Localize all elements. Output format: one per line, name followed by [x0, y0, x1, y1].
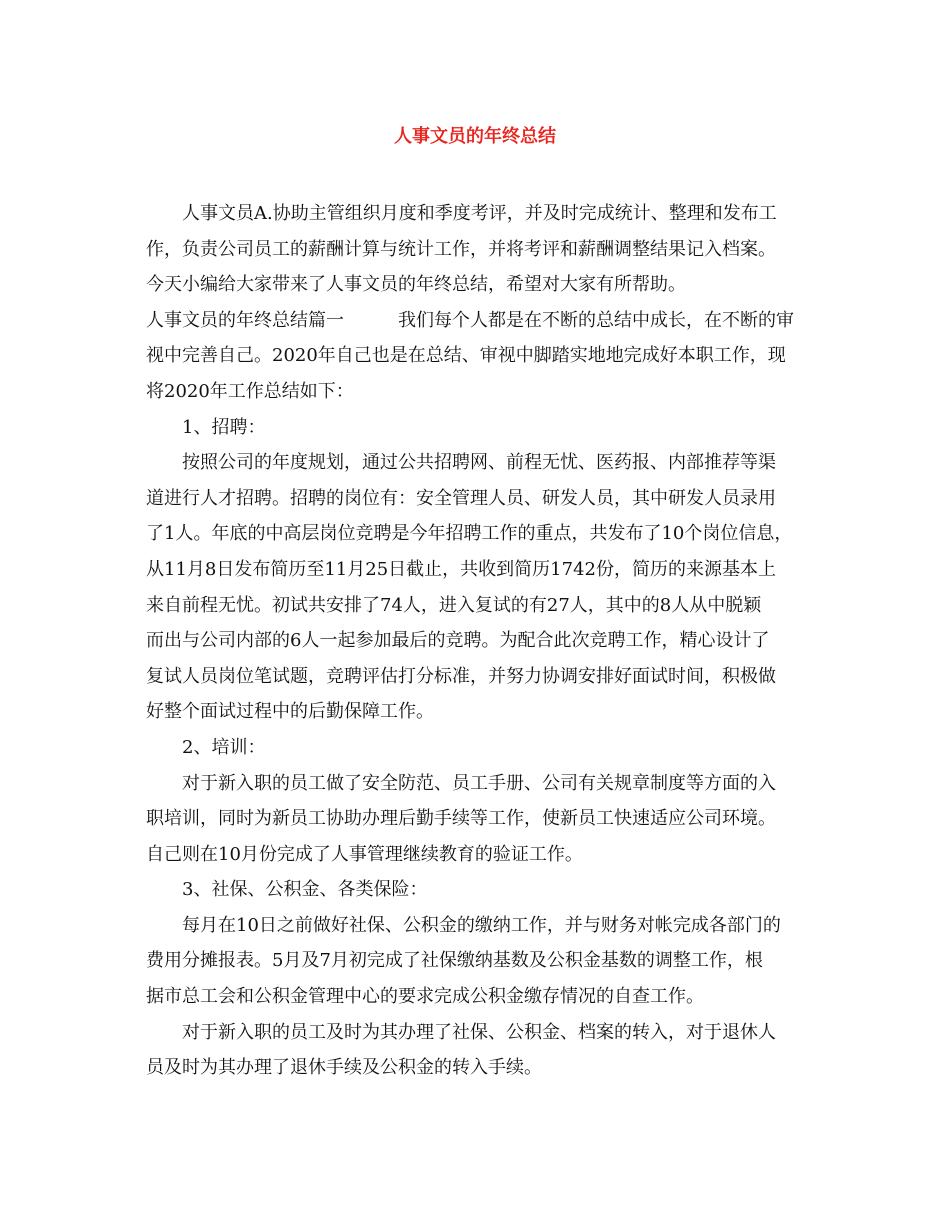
document-title: 人事文员的年终总结 — [394, 126, 556, 147]
body-line: 道进行人才招聘。招聘的岗位有：安全管理人员、研发人员，其中研发人员录用 — [146, 487, 776, 509]
body-line: 3、社保、公积金、各类保险： — [182, 879, 428, 901]
body-line: 今天小编给大家带来了人事文员的年终总结，希望对大家有所帮助。 — [146, 274, 686, 296]
body-line: 1、招聘： — [182, 416, 266, 438]
body-line: 对于新入职的员工做了安全防范、员工手册、公司有关规章制度等方面的入 — [182, 772, 776, 794]
body-line: 而出与公司内部的6人一起参加最后的竞聘。为配合此次竞聘工作，精心设计了 — [146, 630, 770, 652]
body-line: 对于新入职的员工及时为其办理了社保、公积金、档案的转入，对于退休人 — [182, 1021, 776, 1043]
body-line: 据市总工会和公积金管理中心的要求完成公积金缴存情况的自查工作。 — [146, 986, 704, 1008]
body-line: 从11月8日发布简历至11月25日截止，共收到简历1742份，简历的来源基本上 — [146, 558, 776, 580]
body-line: 员及时为其办理了退休手续及公积金的转入手续。 — [146, 1057, 542, 1079]
body-line: 作，负责公司员工的薪酬计算与统计工作，并将考评和薪酬调整结果记入档案。 — [146, 238, 776, 260]
document-body — [146, 196, 810, 1086]
body-line: 人事文员的年终总结篇一 我们每个人都是在不断的总结中成长，在不断的审 — [146, 309, 794, 331]
body-line: 了1人。年底的中高层岗位竞聘是今年招聘工作的重点，共发布了10个岗位信息， — [146, 523, 793, 545]
body-line: 好整个面试过程中的后勤保障工作。 — [146, 701, 434, 723]
body-line: 费用分摊报表。5月及7月初完成了社保缴纳基数及公积金基数的调整工作，根 — [146, 950, 763, 972]
body-line: 按照公司的年度规划，通过公共招聘网、前程无忧、医药报、内部推荐等渠 — [182, 452, 776, 474]
body-line: 自己则在10月份完成了人事管理继续教育的验证工作。 — [146, 843, 583, 865]
body-line: 人事文员A.协助主管组织月度和季度考评，并及时完成统计、整理和发布工 — [182, 203, 777, 224]
body-line: 将2020年工作总结如下： — [146, 380, 354, 402]
body-line: 复试人员岗位笔试题，竞聘评估打分标准，并努力协调安排好面试时间，积极做 — [146, 665, 776, 687]
body-line: 2、培训： — [182, 736, 266, 758]
body-line: 视中完善自己。2020年自己也是在总结、审视中脚踏实地地完成好本职工作，现 — [146, 345, 786, 367]
body-line: 每月在10日之前做好社保、公积金的缴纳工作，并与财务对帐完成各部门的 — [182, 914, 781, 936]
body-line: 来自前程无忧。初试共安排了74人，进入复试的有27人，其中的8人从中脱颖 — [146, 594, 762, 616]
body-line: 职培训，同时为新员工协助办理后勤手续等工作，使新员工快速适应公司环境。 — [146, 808, 776, 830]
